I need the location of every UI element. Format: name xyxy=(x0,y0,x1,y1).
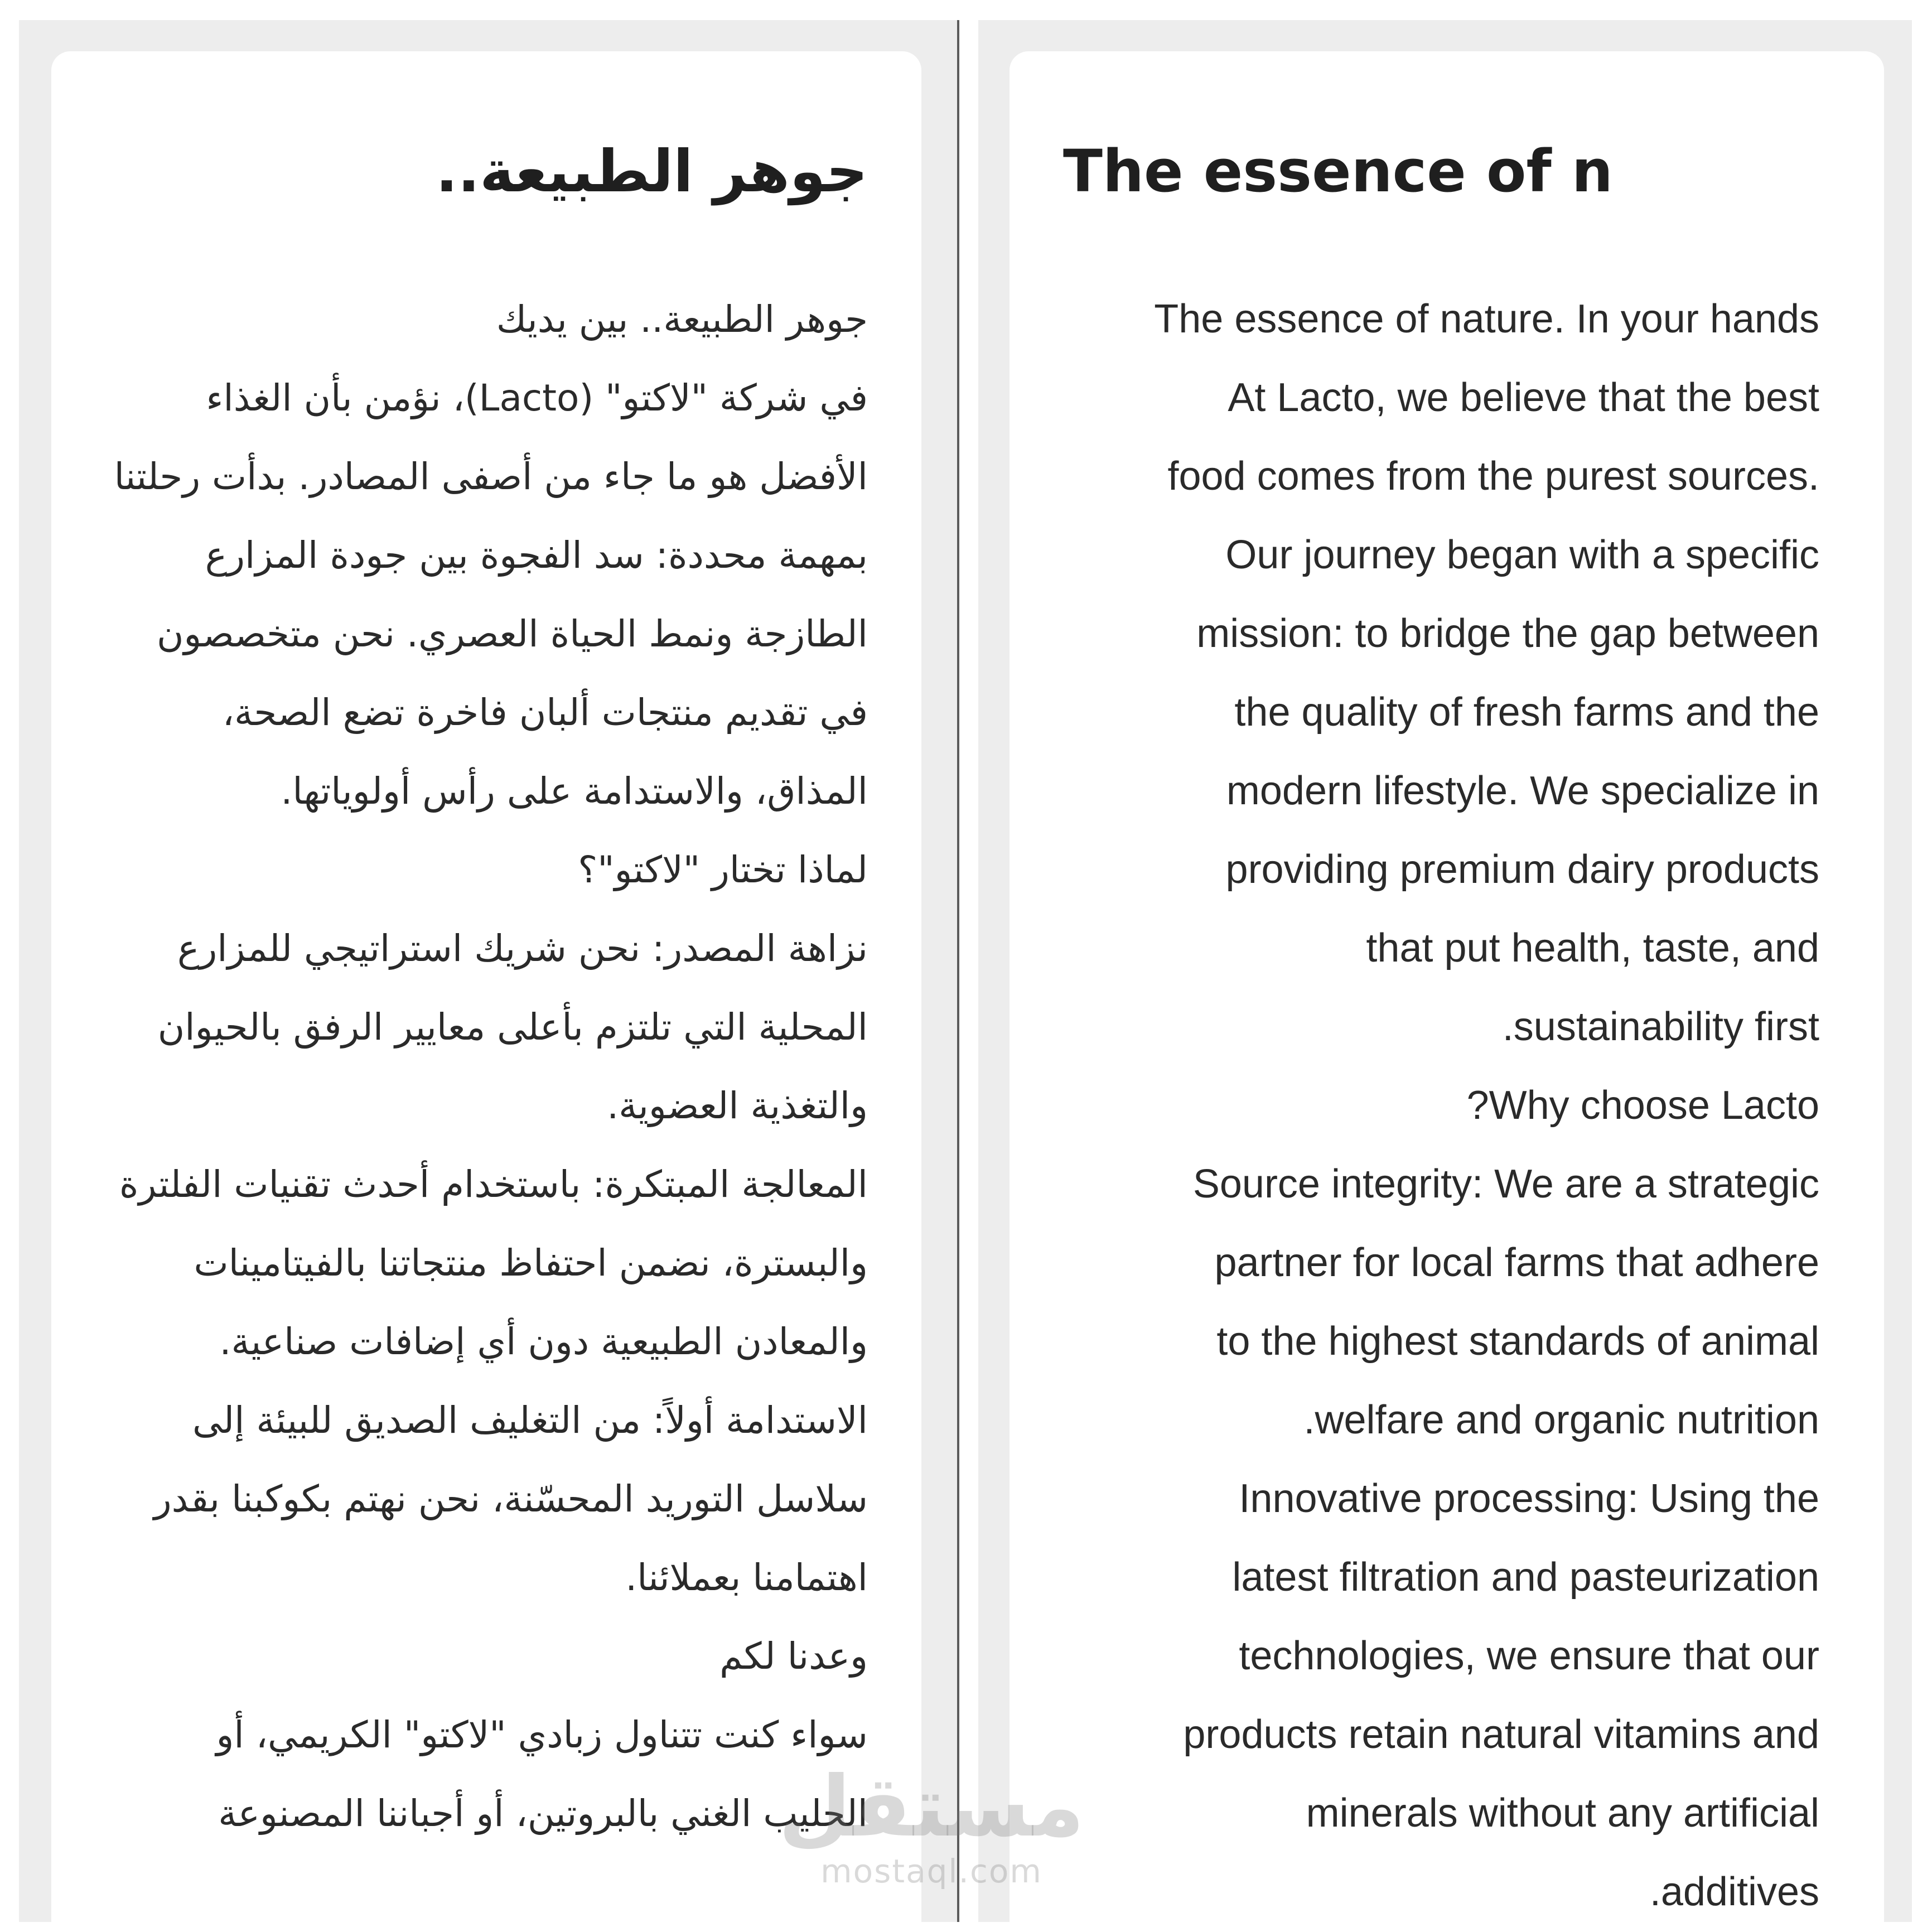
arabic-card-body: جوهر الطبيعة.. بين يديك في شركة "لاكتو" (Lacto)، نؤمن بأن الغذاء الأفضل هو ما جاء من أصفى المصادر. بدأت رحلتنا بمهمة محددة: سد الفجوة بين جودة المزارع الطازجة ونمط الحياة العصري. نحن متخصصون في تقديم منتجات ألبان فاخرة تضع الصحة، المذاق، والاستدامة على رأس أولوياتها. لماذا تختار "لاكتو"؟ نزاهة المصدر: نحن شريك استراتيجي للمزارع المحلية التي تلتزم بأعلى معايير الرفق بالحيوان والتغذية العضوية. المعالجة المبتكرة: باستخدام أحدث تقنيات الفلترة والبسترة، نضمن احتفاظ منتجاتنا بالفيتامينات والمعادن الطبيعية دون أي إضافات صناعية. الاستدامة أولاً: من التغليف الصديق للبيئة إلى سلاسل التوريد المحسّنة، نحن نهتم بكوكبنا بقدر اهتمامنا بعملائنا. وعدنا لكم سواء كنت تتناول زبادي "لاكتو" الكريمي، أو الحليب الغني بالبروتين، أو أجباننا المصنوعة xyxy=(114,298,868,1835)
english-card-title: The essence of n xyxy=(1063,137,1613,205)
arabic-panel xyxy=(19,20,958,1922)
english-text-card xyxy=(1010,51,1884,1922)
panel-divider xyxy=(957,20,959,1922)
watermark-logo: مستقل xyxy=(778,1759,1085,1856)
english-panel xyxy=(978,20,1912,1922)
arabic-text-card xyxy=(51,51,921,1922)
english-card-body: The essence of nature. In your hands At Lacto, we believe that the best food comes from the purest sources. Our journey began with a specific mission: to bridge the gap between the quality of fresh farms and the modern lifestyle. We specialize in providing premium dairy products that put health, taste, and .sustainability first ?Why choose Lacto Source integrity: We are a strategic partner for local farms that adhere to the highest standards of animal .welfare and organic nutrition Innovative processing: Using the latest filtration and pasteurization technologies, we ensure that our products retain natural vitamins and minerals without any artificial .additives xyxy=(1154,297,1819,1914)
arabic-card-title: جوهر الطبيعة.. xyxy=(436,137,868,205)
watermark-url: mostaql.com xyxy=(820,1852,1042,1890)
